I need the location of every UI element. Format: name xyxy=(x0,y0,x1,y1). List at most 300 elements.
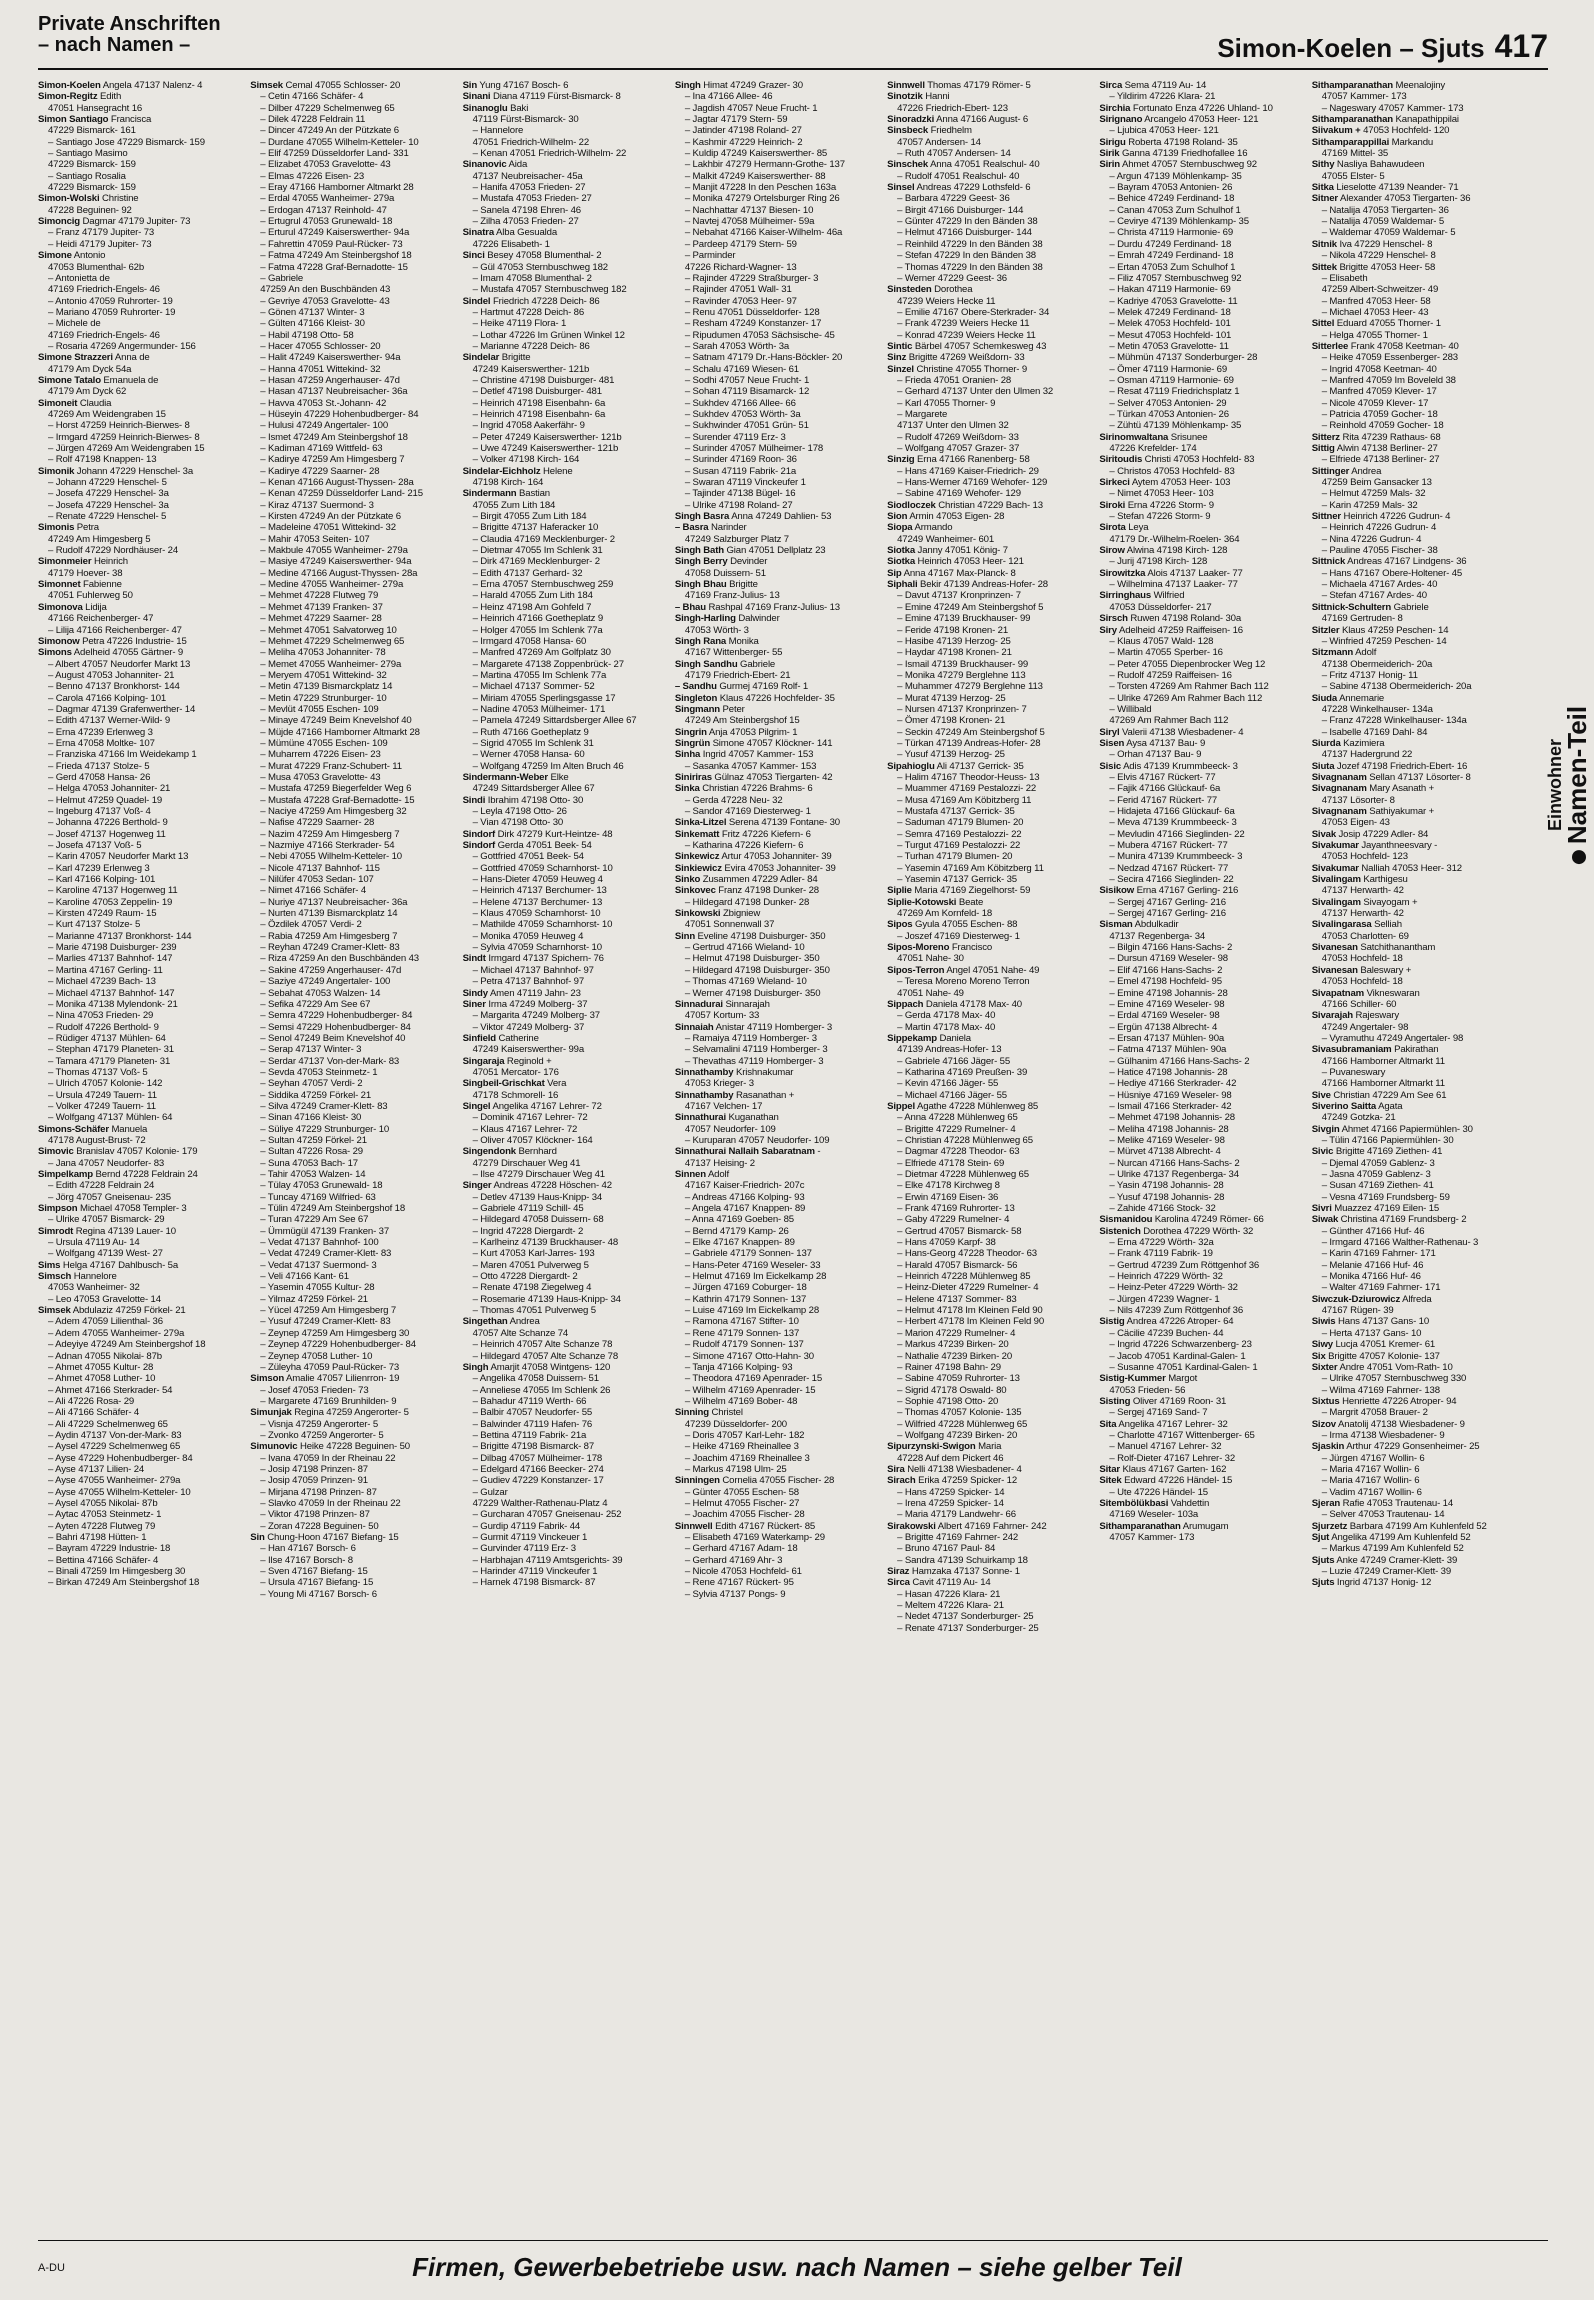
side-tab-line-1: Einwohner xyxy=(1545,739,1565,832)
entry-surname: Sitnik xyxy=(1311,238,1337,250)
directory-entry xyxy=(38,500,244,511)
directory-entry xyxy=(250,398,456,409)
entry-details: Gian 47051 Dellplatz 23 xyxy=(726,545,826,557)
entry-details: Heinrich 47226 Gudrun- 4 xyxy=(1343,511,1451,523)
directory-entry xyxy=(463,1101,669,1112)
directory-entry xyxy=(1099,1509,1305,1520)
entry-details: – Petra 47137 Bahnhof- 97 xyxy=(472,976,585,988)
entry-surname: Sithamparanathan xyxy=(1311,80,1393,91)
directory-entry xyxy=(1312,1135,1518,1146)
entry-details: Christian 47226 Brahms- 6 xyxy=(702,783,813,795)
entry-surname: Singethan xyxy=(462,1316,508,1328)
entry-details: – Gabriele 47166 Jäger- 55 xyxy=(897,1055,1011,1067)
directory-entry xyxy=(1099,783,1305,794)
entry-surname: Sipos-Terron xyxy=(887,964,945,976)
entry-details: – Adeyiye 47249 Am Steinbergshof 18 xyxy=(48,1339,206,1351)
entry-details: – Doris 47057 Karl-Lehr- 182 xyxy=(684,1429,805,1441)
directory-entry xyxy=(38,1248,244,1259)
entry-details: – Helene 47137 Sommer- 83 xyxy=(897,1293,1017,1305)
entry-details: Rajeswary xyxy=(1355,1010,1399,1022)
directory-entry xyxy=(675,1385,881,1396)
entry-surname: Singer xyxy=(462,1180,492,1192)
directory-entry xyxy=(1312,817,1518,828)
directory-entry xyxy=(1312,568,1518,579)
entry-details: 47169 Weseler- 103a xyxy=(1109,1509,1199,1521)
entry-details: – Gertrud 47166 Wieland- 10 xyxy=(684,942,805,954)
entry-details: Zbigniew xyxy=(722,908,761,920)
entry-details: – Bettina 47166 Schäfer- 4 xyxy=(48,1554,159,1566)
directory-entry xyxy=(1099,806,1305,817)
entry-details: – Santiago Rosalia xyxy=(48,170,126,182)
directory-entry xyxy=(887,488,1093,499)
directory-entry xyxy=(1312,783,1518,794)
directory-entry xyxy=(1099,693,1305,704)
directory-entry xyxy=(887,1135,1093,1146)
entry-surname: Singh xyxy=(674,80,701,91)
directory-entry xyxy=(1099,1124,1305,1135)
directory-entry xyxy=(1312,193,1518,204)
directory-entry xyxy=(250,1248,456,1259)
directory-entry xyxy=(1312,341,1518,352)
directory-entry xyxy=(1312,488,1518,499)
directory-entry xyxy=(1312,590,1518,601)
entry-details: Wilfried xyxy=(1153,590,1185,602)
directory-entry xyxy=(887,1112,1093,1123)
entry-details: 47137 Regenberga- 34 xyxy=(1109,930,1206,942)
directory-entry xyxy=(38,1010,244,1021)
entry-details: – Yusuf 47249 Cramer-Klett- 83 xyxy=(260,1316,391,1328)
directory-entry xyxy=(463,1328,669,1339)
directory-entry xyxy=(463,114,669,125)
entry-details: – Peter 47249 Kaiserswerther- 121b xyxy=(472,431,622,443)
directory-entry xyxy=(1099,80,1305,91)
entry-details: – Hacer 47055 Schlosser- 20 xyxy=(260,340,381,352)
directory-entry xyxy=(887,874,1093,885)
directory-entry xyxy=(887,795,1093,806)
directory-entry xyxy=(1099,556,1305,567)
entry-details: Anna 47051 Realschul- 40 xyxy=(930,159,1040,171)
directory-entry xyxy=(887,704,1093,715)
entry-surname: Singrün xyxy=(674,737,711,749)
entry-surname: Sinfield xyxy=(462,1032,497,1044)
entry-details: – Gül 47053 Sternbuschweg 182 xyxy=(472,261,608,273)
directory-entry xyxy=(1312,386,1518,397)
entry-surname: Simrodt xyxy=(38,1225,74,1237)
directory-entry xyxy=(675,375,881,386)
entry-details: – Joszef 47169 Diesterweg- 1 xyxy=(897,930,1020,942)
bullet-icon xyxy=(1572,850,1586,864)
directory-entry xyxy=(463,443,669,454)
entry-details: – Rudolf 47226 Berthold- 9 xyxy=(48,1021,159,1033)
directory-entry xyxy=(463,568,669,579)
entry-details: Christian 47229 Bach- 13 xyxy=(938,499,1043,511)
entry-details: – Karl 47166 Kolping- 101 xyxy=(48,874,156,886)
entry-details: – Elif 47259 Düsseldorfer Land- 331 xyxy=(260,148,409,160)
entry-details: – Dietmar 47228 Mühlenweg 65 xyxy=(897,1169,1029,1180)
directory-entry xyxy=(675,1339,881,1350)
entry-details: Andrea xyxy=(509,1316,540,1328)
directory-entry xyxy=(1099,659,1305,670)
entry-details: – Zühtü 47139 Möhlenkamp- 35 xyxy=(1109,420,1242,432)
directory-entry xyxy=(887,227,1093,238)
entry-details: – Vedat 47137 Bahnhof- 100 xyxy=(260,1237,379,1249)
entry-details: – Werner 47198 Duisburger- 350 xyxy=(684,987,821,999)
entry-surname: Siritoudis xyxy=(1099,454,1143,466)
directory-entry xyxy=(250,874,456,885)
directory-entry xyxy=(1099,330,1305,341)
directory-entry xyxy=(38,942,244,953)
entry-details: Brigitte 47269 Weißdorn- 33 xyxy=(908,352,1025,364)
directory-entry xyxy=(675,1419,881,1430)
entry-details: – Edith 47228 Feldrain 24 xyxy=(48,1180,155,1192)
directory-entry xyxy=(38,239,244,250)
directory-entry xyxy=(887,590,1093,601)
entry-details: – Helmut 47178 Im Kleinen Feld 90 xyxy=(897,1305,1043,1317)
directory-entry xyxy=(1312,806,1518,817)
entry-surname: Sinzig xyxy=(887,454,915,466)
entry-details: – Waldemar 47059 Waldemar- 5 xyxy=(1321,227,1456,239)
entry-surname: Sittek xyxy=(1311,261,1337,273)
directory-entry xyxy=(463,670,669,681)
directory-entry xyxy=(675,386,881,397)
directory-entry xyxy=(887,942,1093,953)
entry-surname: Sizov xyxy=(1311,1418,1336,1430)
entry-details: Hanni xyxy=(925,91,950,103)
entry-details: 47137 Heising- 2 xyxy=(684,1157,755,1169)
directory-entry xyxy=(1312,704,1518,715)
entry-surname: Siroki xyxy=(1099,499,1126,511)
entry-details: – Imam 47058 Blumenthal- 2 xyxy=(472,272,592,284)
directory-entry xyxy=(675,1430,881,1441)
entry-details: – Wilma 47169 Fahrner- 138 xyxy=(1321,1384,1440,1396)
directory-entry xyxy=(250,1555,456,1566)
entry-details: – Jürgen 47169 Coburger- 18 xyxy=(684,1282,807,1294)
entry-surname: Sittner xyxy=(1311,511,1342,523)
entry-details: – Ismail 47139 Bruckhauser- 99 xyxy=(897,658,1029,670)
entry-details: Reginold + xyxy=(506,1055,552,1067)
entry-details: Anatolij 47138 Wiesbadener- 9 xyxy=(1338,1418,1465,1430)
directory-entry xyxy=(1312,1362,1518,1373)
directory-entry xyxy=(250,432,456,443)
directory-entry xyxy=(463,432,669,443)
entry-details: Angelika 47167 Lehrer- 32 xyxy=(1118,1418,1228,1430)
entry-details: – Ursula 47119 Au- 14 xyxy=(48,1237,140,1249)
entry-details: Rashpal 47169 Franz-Julius- 13 xyxy=(708,601,840,613)
entry-details: – Michael 47239 Bach- 13 xyxy=(48,976,156,988)
directory-entry xyxy=(887,1475,1093,1486)
entry-details: – Mehmet 47198 Johannis- 28 xyxy=(1109,1112,1235,1124)
entry-details: – Mehmet 47228 Flutweg 79 xyxy=(260,590,379,602)
directory-entry xyxy=(887,625,1093,636)
entry-details: – Kuruparan 47057 Neudorfer- 109 xyxy=(684,1134,830,1146)
entry-details: 47166 Reichenberger- 47 xyxy=(48,613,154,625)
directory-entry xyxy=(887,1214,1093,1225)
directory-entry xyxy=(1312,1282,1518,1293)
entry-details: – Dilber 47229 Schelmenweg 65 xyxy=(260,102,395,114)
entry-details: 47169 Gertruden- 8 xyxy=(1321,613,1403,625)
entry-details: – Nedet 47137 Sonderburger- 25 xyxy=(897,1611,1034,1623)
directory-entry xyxy=(1312,409,1518,420)
entry-details: Alba Gesualda xyxy=(496,227,558,239)
directory-column xyxy=(1312,80,1518,2230)
directory-entry xyxy=(38,477,244,488)
directory-entry xyxy=(38,1078,244,1089)
entry-details: Narinder xyxy=(710,522,747,534)
directory-entry xyxy=(38,103,244,114)
entry-details: – Walter 47169 Fahrner- 171 xyxy=(1321,1282,1441,1294)
directory-entry xyxy=(38,953,244,964)
entry-details: – Serap 47137 Winter- 3 xyxy=(260,1044,362,1056)
entry-details: – Herbert 47178 Im Kleinen Feld 90 xyxy=(897,1316,1045,1328)
entry-details: Besey 47058 Blumenthal- 2 xyxy=(487,250,602,262)
directory-entry xyxy=(1312,318,1518,329)
entry-details: – Stefan 47226 Storm- 9 xyxy=(1109,511,1211,523)
entry-details: – Susan 47119 Fabrik- 21a xyxy=(684,465,797,477)
entry-surname: Sive xyxy=(1311,1089,1331,1101)
directory-entry xyxy=(1312,284,1518,295)
directory-entry xyxy=(38,398,244,409)
directory-entry xyxy=(250,409,456,420)
entry-details: – Nuriye 47137 Neubreisacher- 36a xyxy=(260,896,408,908)
directory-entry xyxy=(38,1146,244,1157)
entry-details: – Hulusi 47249 Angertaler- 100 xyxy=(260,420,389,432)
entry-details: – Harnek 47198 Bismarck- 87 xyxy=(472,1577,596,1589)
entry-details: – Manfred 47053 Heer- 58 xyxy=(1321,295,1431,307)
directory-entry xyxy=(887,897,1093,908)
entry-details: Anna de xyxy=(114,352,150,364)
entry-details: – Wolfgang 47057 Grazer- 37 xyxy=(897,443,1020,454)
entry-details: 47249 Am Himgesberg 5 xyxy=(48,533,151,545)
directory-entry xyxy=(1312,398,1518,409)
entry-details: Oliver 47169 Roon- 31 xyxy=(1132,1395,1227,1407)
directory-entry xyxy=(675,420,881,431)
entry-details: – Muhammer 47279 Berglehne 113 xyxy=(897,681,1043,693)
directory-entry xyxy=(887,817,1093,828)
entry-details: 47249 Salzburger Platz 7 xyxy=(684,533,789,545)
entry-details: Heinrich 47053 Heer- 121 xyxy=(917,556,1024,568)
entry-details: 47137 Hadergrund 22 xyxy=(1321,749,1413,761)
directory-entry xyxy=(887,398,1093,409)
directory-entry xyxy=(463,522,669,533)
directory-entry xyxy=(463,704,669,715)
entry-details: – Erturul 47249 Kaiserswerther- 94a xyxy=(260,227,410,239)
directory-entry xyxy=(675,522,881,533)
directory-entry xyxy=(463,874,669,885)
entry-details: Andre 47051 Vom-Rath- 10 xyxy=(1339,1361,1453,1373)
entry-details: – Gaby 47229 Rumelner- 4 xyxy=(897,1214,1010,1226)
directory-entry xyxy=(1099,602,1305,613)
entry-details: – Margarete 47169 Brunhilden- 9 xyxy=(260,1395,397,1407)
entry-surname: Sinnathamby xyxy=(674,1089,734,1101)
directory-entry xyxy=(887,364,1093,375)
directory-entry xyxy=(887,1509,1093,1520)
directory-entry xyxy=(250,420,456,431)
directory-column xyxy=(38,80,244,2230)
directory-entry xyxy=(887,273,1093,284)
directory-entry xyxy=(887,840,1093,851)
entry-details: – Heinrich 47166 Goetheplatz 9 xyxy=(472,613,603,625)
directory-entry xyxy=(38,738,244,749)
directory-entry xyxy=(38,715,244,726)
entry-details: Jayanthneesvary - xyxy=(1361,840,1438,852)
directory-entry xyxy=(463,715,669,726)
directory-entry xyxy=(38,443,244,454)
directory-entry xyxy=(250,1192,456,1203)
directory-entry xyxy=(1312,1248,1518,1259)
entry-details: – Ayten 47228 Flutweg 79 xyxy=(48,1520,156,1532)
entry-details: – Surinder 47169 Roon- 36 xyxy=(684,454,797,466)
entry-details: Daniela xyxy=(939,1032,971,1044)
directory-entry xyxy=(675,885,881,896)
entry-details: – Hidajeta 47166 Glückauf- 6a xyxy=(1109,806,1235,817)
entry-details: – Gottfried 47059 Scharnhorst- 10 xyxy=(472,862,613,874)
directory-entry xyxy=(38,1430,244,1441)
entry-details: Leya xyxy=(1128,522,1149,534)
entry-details: Ahmet 47057 Sternbuschweg 92 xyxy=(1121,159,1257,171)
directory-entry xyxy=(1312,1316,1518,1327)
entry-details: – Helmut 47166 Duisburger- 144 xyxy=(897,227,1032,239)
entry-details: – Reinhold 47059 Gocher- 18 xyxy=(1321,420,1444,432)
entry-details: – Ertugrul 47053 Grunewald- 18 xyxy=(260,216,393,228)
entry-details: – Brigitte 47169 Fahrner- 242 xyxy=(897,1532,1019,1543)
entry-details: – Heidi 47179 Jupiter- 73 xyxy=(48,238,152,250)
entry-details: – Seyhan 47057 Verdi- 2 xyxy=(260,1078,363,1090)
entry-surname: Siphali xyxy=(887,579,918,591)
directory-entry xyxy=(1099,840,1305,851)
entry-details: Nelli 47138 Wiesbadener- 4 xyxy=(907,1463,1022,1475)
entry-details: – Elfriede 47138 Berliner- 27 xyxy=(1321,454,1440,466)
entry-details: Thomas 47179 Römer- 5 xyxy=(927,80,1031,91)
entry-surname: Sithamparanathan xyxy=(1099,1520,1181,1532)
directory-entry xyxy=(38,182,244,193)
entry-details: – Hatice 47198 Johannis- 28 xyxy=(1109,1066,1228,1078)
directory-entry xyxy=(1099,193,1305,204)
directory-entry xyxy=(463,772,669,783)
directory-entry xyxy=(250,1044,456,1055)
directory-entry xyxy=(463,1543,669,1554)
directory-entry xyxy=(1312,919,1518,930)
entry-details: – Kashmir 47229 Heinrich- 2 xyxy=(684,136,803,148)
entry-details: – Irmgard 47259 Heinrich-Bierwes- 8 xyxy=(48,431,200,443)
directory-entry xyxy=(38,330,244,341)
entry-details: – Veli 47166 Kant- 61 xyxy=(260,1271,349,1283)
entry-details: – Karl 47055 Thorner- 9 xyxy=(897,397,996,409)
directory-entry xyxy=(250,318,456,329)
entry-details: – Sanela 47198 Ehren- 46 xyxy=(472,204,581,216)
directory-entry xyxy=(675,1566,881,1577)
entry-details: – Hanifa 47053 Frieden- 27 xyxy=(472,182,586,194)
entry-details: Arcangelo 47053 Heer- 121 xyxy=(1144,114,1259,126)
entry-details: – Silva 47249 Cramer-Klett- 83 xyxy=(260,1100,388,1112)
directory-entry xyxy=(38,931,244,942)
entry-details: – Makbule 47055 Wanheimer- 279a xyxy=(260,545,408,557)
directory-entry xyxy=(463,1316,669,1327)
entry-details: – Harald 47057 Bismarck- 56 xyxy=(897,1259,1018,1271)
entry-details: – Saziye 47249 Angertaler- 100 xyxy=(260,976,391,988)
directory-entry xyxy=(1312,137,1518,148)
directory-entry xyxy=(887,1022,1093,1033)
directory-entry xyxy=(887,1237,1093,1248)
entry-details: – Hans-Georg 47228 Theodor- 63 xyxy=(897,1248,1037,1260)
entry-surname: Sivagnanam xyxy=(1311,806,1367,817)
directory-entry xyxy=(250,738,456,749)
directory-entry xyxy=(250,1475,456,1486)
entry-details: – Gurcharan 47057 Gneisenau- 252 xyxy=(472,1509,622,1521)
directory-entry xyxy=(675,1203,881,1214)
directory-entry xyxy=(887,296,1093,307)
directory-entry xyxy=(675,602,881,613)
directory-entry xyxy=(250,1316,456,1327)
directory-entry xyxy=(463,1135,669,1146)
directory-entry xyxy=(675,1521,881,1532)
entry-details: – Jurij 47198 Kirch- 128 xyxy=(1109,556,1208,568)
entry-details: Evira 47053 Johanniter- 39 xyxy=(724,862,836,874)
entry-details: – Maria 47179 Landwehr- 66 xyxy=(897,1509,1016,1521)
directory-entry xyxy=(463,840,669,851)
entry-details: – Karin 47259 Mals- 32 xyxy=(1321,499,1418,511)
directory-entry xyxy=(463,1566,669,1577)
directory-entry xyxy=(250,159,456,170)
entry-details: Catherine xyxy=(498,1032,539,1044)
entry-surname: Sira xyxy=(887,1463,905,1475)
entry-details: – Yusuf 47139 Herzog- 25 xyxy=(897,749,1005,761)
entry-details: 47137 Neubreisacher- 45a xyxy=(472,170,583,182)
entry-details: – Thomas 47169 Wieland- 10 xyxy=(684,976,807,988)
entry-surname: Sintic xyxy=(887,340,913,352)
entry-details: – Siddika 47259 Förkel- 21 xyxy=(260,1089,372,1101)
entry-details: – Ingeburg 47137 Voß- 4 xyxy=(48,806,151,817)
directory-columns xyxy=(38,80,1518,2230)
entry-surname: Sinschek xyxy=(887,159,929,171)
directory-entry xyxy=(463,284,669,295)
directory-entry xyxy=(887,1282,1093,1293)
entry-details: – Rene 47179 Sonnen- 137 xyxy=(684,1327,800,1339)
entry-details: – Ertan 47053 Zum Schulhof 1 xyxy=(1109,261,1236,273)
entry-details: – Parminder xyxy=(684,250,736,262)
entry-details: – Zvonko 47259 Angerorter- 5 xyxy=(260,1429,384,1441)
entry-details: – Schalu 47169 Wiesen- 61 xyxy=(684,363,799,375)
entry-details: – Bettina 47119 Fabrik- 21a xyxy=(472,1429,587,1441)
entry-details: – Turan 47229 Am See 67 xyxy=(260,1214,369,1226)
entry-surname: Sisman xyxy=(1099,919,1133,931)
directory-entry xyxy=(675,817,881,828)
entry-details: – Tahir 47053 Walzen- 14 xyxy=(260,1169,366,1180)
directory-entry xyxy=(463,420,669,431)
directory-entry xyxy=(1099,125,1305,136)
directory-entry xyxy=(463,942,669,953)
directory-entry xyxy=(38,1226,244,1237)
directory-entry xyxy=(1312,534,1518,545)
directory-entry xyxy=(1099,1441,1305,1452)
entry-details: – Günther 47166 Huf- 46 xyxy=(1321,1225,1425,1237)
entry-details: – Renu 47051 Düsseldorfer- 128 xyxy=(684,306,820,318)
entry-details: – Jürgen 47269 Am Weidengraben 15 xyxy=(48,443,205,454)
entry-details: – Resat 47119 Friedrichsplatz 1 xyxy=(1109,386,1240,398)
directory-entry xyxy=(38,1056,244,1067)
entry-details: – Sukhwinder 47051 Grün- 51 xyxy=(684,420,809,432)
entry-details: – Gabriele 47119 Schill- 45 xyxy=(472,1203,584,1215)
entry-details: – Ulrich 47057 Kolonie- 142 xyxy=(48,1078,163,1090)
entry-details: – Gertrud 47239 Zum Röttgenhof 36 xyxy=(1109,1259,1260,1271)
entry-details: – Leyla 47198 Otto- 26 xyxy=(472,806,567,817)
entry-details: – Fatma 47249 Am Steinbergshof 18 xyxy=(260,250,412,262)
entry-details: – Jagtar 47179 Stern- 59 xyxy=(684,114,788,126)
directory-entry xyxy=(38,1192,244,1203)
entry-details: – Ingrid 47226 Schwarzenberg- 23 xyxy=(1109,1339,1252,1351)
entry-details: 47051 Fuhlerweg 50 xyxy=(48,590,133,602)
entry-details: – Vadim 47167 Wollin- 6 xyxy=(1321,1486,1422,1498)
entry-details: – Heike 47059 Essenberger- 283 xyxy=(1321,352,1458,364)
